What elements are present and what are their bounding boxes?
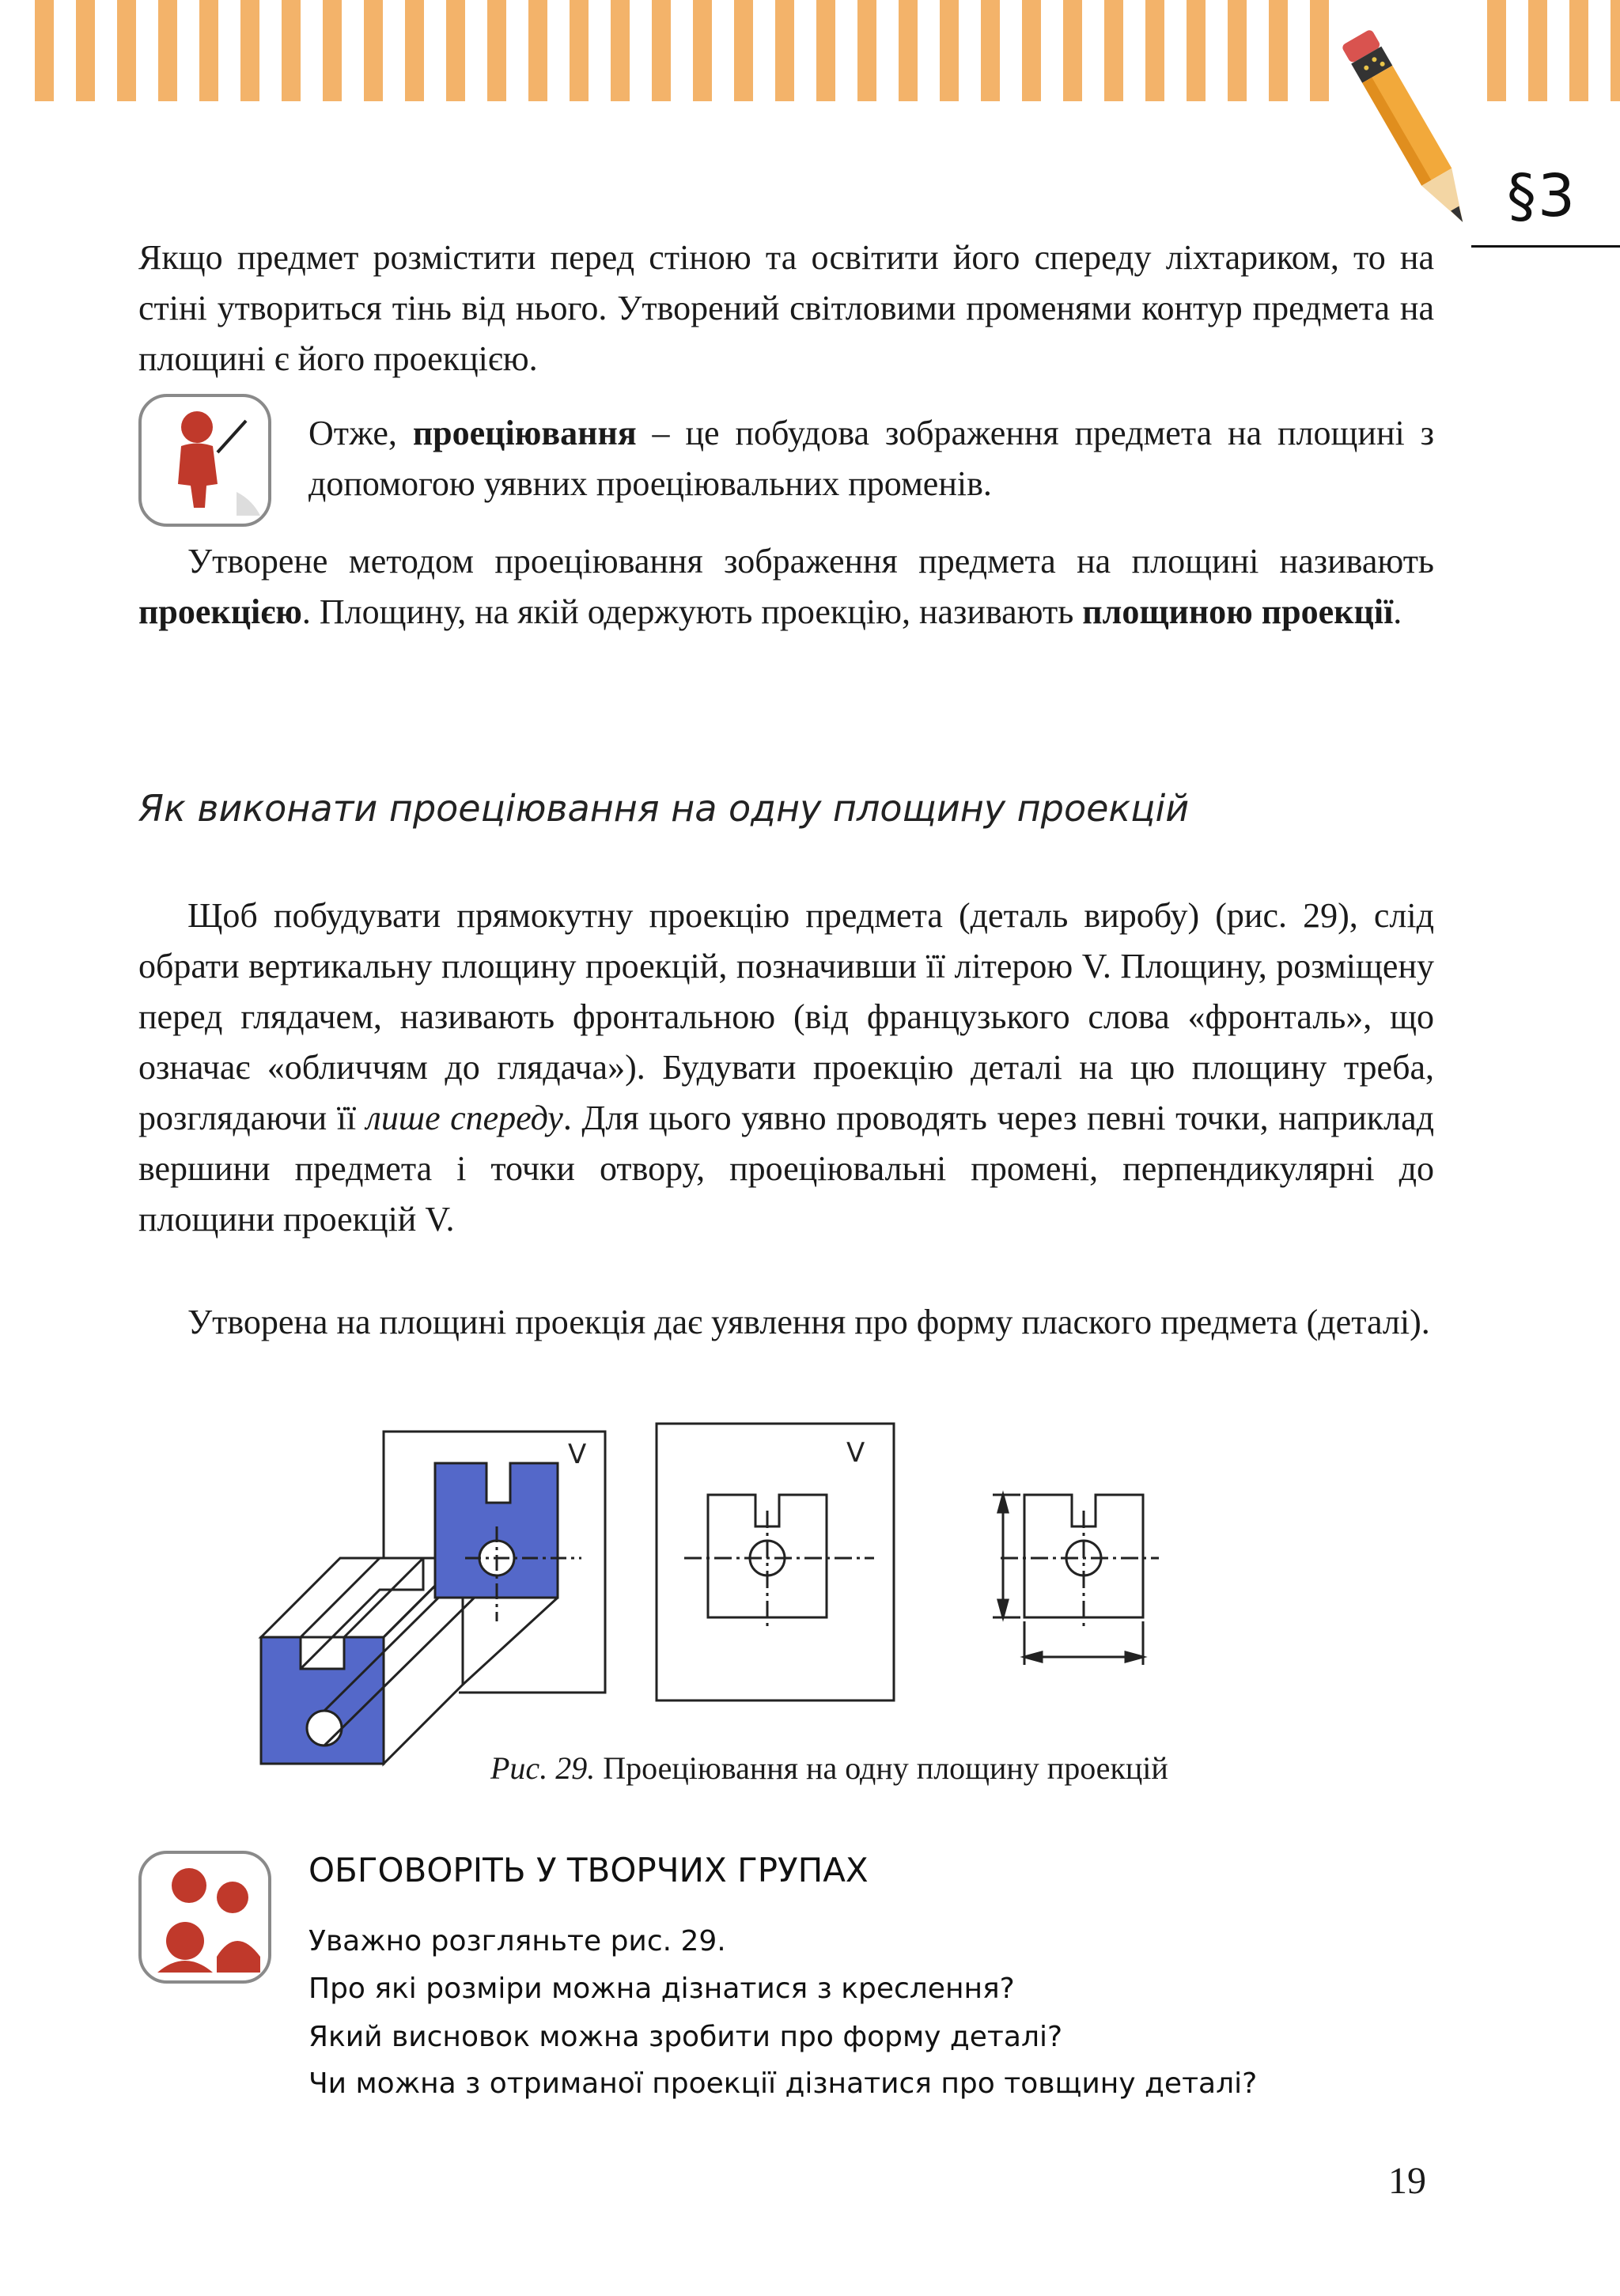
stripe [1187, 0, 1206, 101]
p3-part1: Щоб побудувати прямокутну проекцію предмета (деталь виробу) (рис. 29), слід обрати вертикальну площину проекцій, позначивши її літерою V. Площину, розміщену перед глядачем, називають фронтальною (від французького слова «фронталь», що означає «обличчям до глядача»). Будувати проекцію деталі на цю площину треба, розглядаючи її [138, 896, 1434, 1137]
stripe [117, 0, 136, 101]
stripe [528, 0, 547, 101]
definition-rest: – це побудова зображення предмета на площині з допомогою уявних проеціювальних променів. [308, 414, 1435, 503]
discussion-question: Чи можна з отриманої проекції дізнатися про товщину деталі? [308, 2067, 1258, 2100]
term-projection-plane: площиною проекції [1082, 592, 1394, 631]
stripe [1611, 0, 1620, 101]
stripe [76, 0, 95, 101]
paragraph-method [138, 891, 1434, 1245]
figure-29 [253, 1416, 1187, 1780]
stripe [1104, 0, 1123, 101]
stripe [1310, 0, 1329, 101]
stripe [899, 0, 918, 101]
stripe [981, 0, 1000, 101]
figure-dimensioned-drawing [993, 1495, 1159, 1665]
caption-prefix: Рис. 29. [490, 1750, 596, 1786]
stripe [487, 0, 506, 101]
plane-label-1: V [568, 1439, 587, 1470]
stripe [652, 0, 671, 101]
page-number: 19 [1388, 2160, 1426, 2202]
p2-part3: . [1393, 592, 1402, 631]
p4-text: Утворена на площині проекція дає уявлення про форму плаского предмета (деталі). [187, 1303, 1430, 1341]
stripe [570, 0, 589, 101]
stripe [364, 0, 383, 101]
stripe [1487, 0, 1506, 101]
caption-text: Проеціювання на одну площину проекцій [595, 1750, 1168, 1786]
stripe [282, 0, 301, 101]
stripe [734, 0, 753, 101]
p2-part1: Утворене методом проеціювання зображення предмета на площині називають [187, 542, 1434, 581]
stripe [1269, 0, 1288, 101]
paragraph-conclusion [138, 1297, 1434, 1348]
stripe [816, 0, 835, 101]
term-projection: проекцією [138, 592, 302, 631]
p3-part2: . Для цього уявно проводять через певні точки, наприклад вершини предмета і точки отвору, проеціювальні промені, перпендикулярні до площини проекцій V. [138, 1099, 1435, 1239]
stripe [611, 0, 630, 101]
stripe [323, 0, 342, 101]
stripe [775, 0, 794, 101]
pencil-icon [1337, 8, 1479, 253]
p3-italic: лише спереду [365, 1099, 563, 1137]
stripe [1228, 0, 1247, 101]
figure-3d-view [261, 1432, 605, 1764]
discussion-question: Уважно розгляньте рис. 29. [308, 1925, 726, 1957]
paragraph-projection [138, 536, 1434, 637]
stripe [240, 0, 259, 101]
discussion-title: ОБГОВОРІТЬ У ТВОРЧИХ ГРУПАХ [308, 1851, 869, 1889]
paragraph-intro: Якщо предмет розмістити перед стіною та освітити його спереду ліхтариком, то на стіні утвориться тінь від нього. Утворений світловими променями контур предмета на площині є його проекцією. [138, 238, 1434, 378]
stripe [35, 0, 54, 101]
p2-part2: . Площину, на якій одержують проекцію, називають [301, 592, 1083, 631]
stripe [1145, 0, 1164, 101]
stripe [446, 0, 465, 101]
section-rule [1471, 245, 1620, 248]
stripe [158, 0, 177, 101]
stripe [199, 0, 218, 101]
figure-caption [490, 1749, 1168, 1787]
stripe [1569, 0, 1588, 101]
plane-label-2: V [846, 1437, 865, 1469]
stripe [405, 0, 424, 101]
stripe [1528, 0, 1547, 101]
discussion-question: Який висновок можна зробити про форму деталі? [308, 2021, 1063, 2053]
stripe [940, 0, 959, 101]
discussion-badge-icon [138, 1851, 271, 1984]
section-number: §3 [1507, 162, 1577, 230]
stripe [1063, 0, 1082, 101]
stripe [1022, 0, 1041, 101]
discussion-question: Про які розміри можна дізнатися з креслення? [308, 1973, 1015, 2005]
stripe [693, 0, 712, 101]
definition-badge-icon [138, 394, 271, 527]
definition-lead: Отже, [308, 414, 413, 452]
stripe [857, 0, 876, 101]
subheading: Як виконати проеціювання на одну площину проекцій [138, 787, 1190, 830]
definition-text [308, 408, 1434, 509]
definition-term: проеціювання [412, 414, 637, 452]
